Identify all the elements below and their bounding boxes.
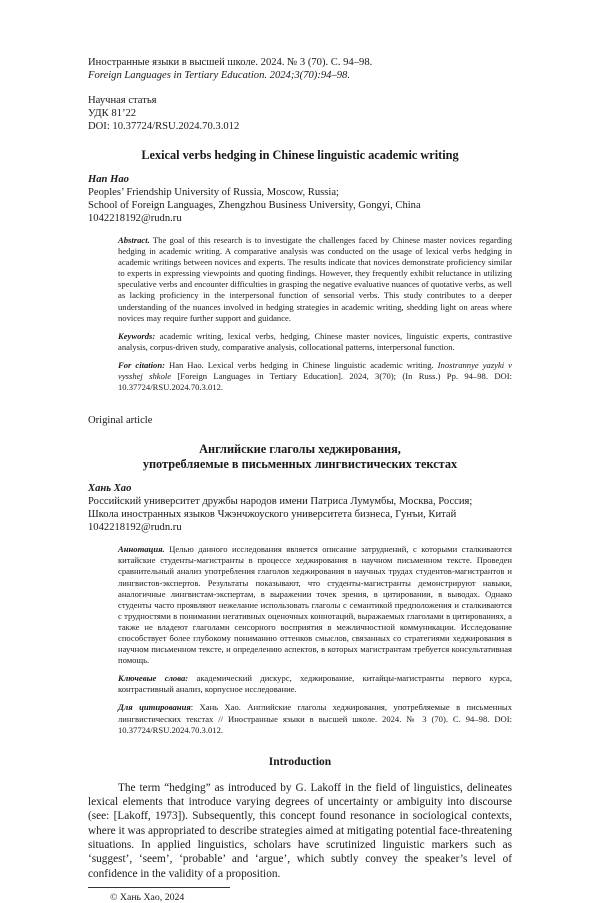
original-article-label: Original article (88, 415, 153, 427)
citation-journal-en: Inostrannye yazyki v vysshej shkole (118, 359, 513, 382)
keywords-label-en: Keywords: (118, 330, 156, 341)
citation-text-en-b: [Foreign Languages in Tertiary Education]. 2024, 3(70); (In Russ.) Pp. 94–98. DOI: 10.37724/RSU.2024.70.3.012. (118, 371, 512, 393)
keywords-text-en: academic writing, lexical verbs, hedging, Chinese master novices, linguistic experts, contrastive analysis, corpus-driven study, comparative analysis, collocational patterns, interpersonal function. (118, 330, 512, 352)
author-ru: Хань Хао (88, 483, 132, 495)
journal-header (88, 56, 512, 82)
citation-en (118, 360, 512, 393)
title-en: Lexical verbs hedging in Chinese linguistic academic writing (141, 148, 459, 162)
abstract-text-ru: Целью данного исследования является описание затруднений, с которыми сталкиваются китайские студенты-магистранты в процессе хеджирования в научном письменном тексте. Проведен сравнительный анализ употребления глаголов хеджирования в научных трудах студентов-магистрантов и лингвистов-экспертов. Результаты показывают, что студенты-магистранты демонстрируют навыки, аналогичные лингвистам-экспертам, в выражении точек зрения, в цитировании, в выводах. Однако студенты часто проявляют нежелание использовать глаголы с семантикой предположения и сталкиваются с трудностями в понимании негативных оценочных коннотаций, выражаемых глаголами в цитированиях, а также не владеют глаголами сенсорного восприятия в межличностной коммуникации. Исследование способствует более глубокому пониманию оттенков смыслов, связанных со стратегиями хеджирования в научном письменном тексте, и определению аспектов, в которых магистрантам требуется консультативная помощь. (118, 544, 512, 666)
article-type-ru: Научная статья (88, 95, 157, 106)
citation-label-en: For citation: (118, 359, 165, 370)
paper-page (88, 56, 512, 903)
introduction-heading: Introduction (268, 755, 332, 768)
title-ru (88, 442, 512, 472)
citation-label-ru: Для цитирования (118, 702, 191, 713)
udk: УДК 81’22 (88, 108, 137, 119)
abstract-ru (118, 544, 512, 666)
keywords-ru (118, 673, 512, 695)
journal-ru: Иностранные языки в высшей школе. 2024. № 3 (70). С. 94–98. (88, 57, 373, 68)
doi: DOI: 10.37724/RSU.2024.70.3.012 (88, 121, 240, 132)
title-ru-line-1: Английские глаголы хеджирования, (199, 442, 401, 457)
keywords-label-ru: Ключевые слова: (118, 673, 189, 684)
journal-en: Foreign Languages in Tertiary Education. 2024;3(70):94–98. (88, 70, 350, 81)
citation-text-en-a: Han Hao. Lexical verbs hedging in Chinese linguistic academic writing. (164, 359, 438, 370)
affiliation-en-1: Peoples’ Friendship University of Russia, Moscow, Russia; (88, 187, 340, 198)
abstract-en (118, 235, 512, 324)
article-meta (88, 94, 512, 133)
affiliation-ru-1: Российский университет дружбы народов имени Патриса Лумумбы, Москва, Россия; (88, 496, 473, 508)
email-ru[interactable]: 1042218192@rudn.ru (88, 522, 182, 534)
keywords-text-ru: академический дискурс, хеджирование, китайцы-магистранты первого курса, контрастивный анализ, корпусное исследование. (118, 673, 513, 695)
footnote-divider (88, 887, 230, 888)
affiliation-en-2: School of Foreign Languages, Zhengzhou Business University, Gongyi, China (88, 200, 421, 211)
abstract-label-en: Abstract. (118, 235, 150, 245)
copyright-footnote: © Хань Хао, 2024 (110, 891, 185, 903)
introduction-paragraph: The term “hedging” as introduced by G. Lakoff in the field of linguistics, delineates lexical elements that introduce varying degrees of uncertainty or ambiguity into discourse (see: [Lakoff, 1973]). Subsequently, this concept found resonance in sociological contexts, where it was appropriated to describe strategies aimed at mitigating potential face-threatening situations. In applied linguistics, scholars have scrutinized linguistic markers such as ‘suggest’, ‘seem’, ‘probable’ and ‘argue’, which subtly convey the speaker’s level of confidence in the validity of a proposition. (88, 781, 512, 880)
citation-ru (118, 702, 512, 735)
abstract-label-ru: Аннотация. (118, 544, 165, 555)
keywords-en (118, 331, 512, 353)
affiliation-ru-2: Школа иностранных языков Чжэнчжоуского университета бизнеса, Гунъи, Китай (88, 509, 457, 521)
abstract-text-en: The goal of this research is to investigate the challenges faced by Chinese master novices regarding hedging in academic writing. A comparative analysis was conducted on the usage of lexical verbs hedging in academic writings between novices and experts. The results indicate that novices demonstrate proficiency similar to experts in expressing viewpoints and quoting findings. However, they frequently exhibit reluctance in utilizing speculative verbs and encounter difficulties in grasping the negative evaluative nuances of quotative verbs, as well as lacking proficiency in the interpersonal function of sensorial verbs. This study contributes to a deeper understanding of the nuances involved in hedging strategies in academic writing, shedding light on areas where novices may require further support and guidance. (118, 235, 512, 323)
citation-text-ru: : Хань Хао. Английские глаголы хеджирования, употребляемые в письменных лингвистических текстах // Иностранные языки в высшей школе. 2024. № 3 (70). С. 94–98. DOI: 10.37724/RSU.2024.70.3.012. (118, 702, 512, 735)
email-en[interactable]: 1042218192@rudn.ru (88, 213, 182, 224)
title-ru-line-2: употребляемые в письменных лингвистических текстах (142, 457, 458, 472)
author-en: Han Hao (88, 174, 129, 185)
